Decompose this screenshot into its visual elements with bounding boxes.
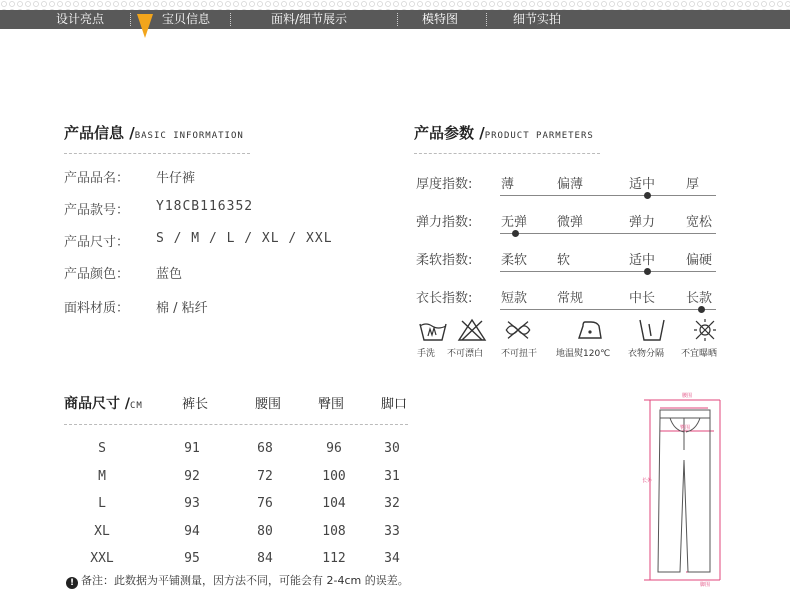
measurement-cell: 95 — [184, 551, 200, 566]
param-label: 柔软指数: — [416, 253, 473, 268]
size-cell: XL — [94, 523, 110, 539]
param-scale-track — [500, 309, 716, 310]
nav-item-model-photos[interactable]: 模特图 — [422, 12, 459, 26]
param-scale-track — [500, 195, 716, 196]
product-info-title: 产品信息 / — [64, 124, 135, 142]
nav-item-detail-photos[interactable]: 细节实拍 — [513, 12, 562, 26]
param-option: 柔软 — [501, 253, 528, 268]
size-table-unit: CM — [130, 401, 143, 411]
no-wring-icon — [503, 318, 533, 342]
care-label: 手洗 — [417, 349, 436, 359]
info-value-name: 牛仔裤 — [156, 171, 196, 186]
divider — [64, 424, 408, 425]
product-info-subtitle: BASIC INFORMATION — [134, 131, 244, 141]
info-value-style-number: Y18CB116352 — [156, 199, 254, 214]
column-header-waist: 腰围 — [255, 397, 282, 412]
measurement-cell: 84 — [257, 551, 273, 566]
param-option: 宽松 — [686, 215, 713, 230]
measurement-cell: 96 — [326, 441, 342, 456]
measurement-cell: 112 — [322, 551, 346, 566]
product-params-title: 产品参数 / — [414, 124, 485, 142]
note-text: 备注：此数据为平铺测量，因方法不同，可能会有 2-4cm 的误差。 — [81, 574, 409, 587]
top-navigation — [0, 10, 790, 29]
param-option: 长款 — [686, 291, 713, 306]
measurement-cell: 108 — [322, 523, 346, 539]
diagram-label-hem: 脚围 — [700, 582, 711, 588]
param-option: 软 — [557, 253, 571, 268]
measurement-cell: 91 — [184, 441, 200, 456]
param-option: 弹力 — [629, 215, 656, 230]
nav-divider — [486, 13, 487, 26]
info-label-material: 面料材质： — [64, 301, 130, 316]
param-option: 微弹 — [557, 215, 584, 230]
param-label: 厚度指数: — [416, 177, 473, 192]
product-info-heading — [64, 122, 244, 143]
measurement-cell: 104 — [322, 496, 346, 511]
pants-measurement-diagram — [640, 390, 730, 588]
param-option: 中长 — [629, 291, 656, 306]
measurement-cell: 92 — [184, 468, 200, 484]
measurement-note — [66, 572, 409, 589]
divider — [414, 153, 600, 154]
diagram-label-hip: 臀围 — [680, 425, 691, 431]
diagram-label-length: 长外 — [642, 478, 653, 484]
no-bleach-icon — [457, 318, 487, 342]
param-option: 适中 — [629, 253, 656, 268]
product-params-subtitle: PRODUCT PARMETERS — [484, 131, 594, 141]
measurement-cell: 93 — [184, 496, 200, 511]
measurement-cell: 68 — [257, 441, 273, 456]
care-label: 不宜曝晒 — [681, 349, 718, 359]
care-label: 衣物分隔 — [628, 349, 665, 359]
wash-separately-icon — [637, 318, 667, 342]
hand-wash-icon — [418, 318, 448, 342]
size-cell: XXL — [90, 551, 114, 566]
param-option: 厚 — [686, 177, 700, 192]
product-params-heading — [414, 122, 594, 143]
param-option: 适中 — [629, 177, 656, 192]
param-option: 短款 — [501, 291, 528, 306]
param-label: 衣长指数: — [416, 291, 473, 306]
param-option: 偏薄 — [557, 177, 584, 192]
nav-item-product-info[interactable]: 宝贝信息 — [162, 12, 211, 26]
size-cell: S — [98, 441, 106, 456]
param-option: 无弹 — [501, 215, 528, 230]
param-scale-marker — [644, 192, 651, 199]
column-header-length: 裤长 — [182, 397, 209, 412]
param-option: 偏硬 — [686, 253, 713, 268]
measurement-cell: 100 — [322, 468, 346, 484]
info-value-color: 蓝色 — [156, 267, 183, 282]
no-sun-dry-icon — [690, 318, 720, 342]
diagram-label-waist: 腰围 — [682, 393, 693, 399]
care-label: 地温熨120℃ — [556, 349, 611, 359]
decorative-border — [0, 0, 790, 10]
info-value-size: S / M / L / XL / XXL — [156, 231, 333, 246]
param-option: 常规 — [557, 291, 584, 306]
param-scale-marker — [698, 306, 705, 313]
measurement-cell: 30 — [384, 441, 400, 456]
size-cell: M — [98, 468, 106, 484]
nav-divider — [230, 13, 231, 26]
size-cell: L — [98, 496, 106, 511]
param-option: 薄 — [501, 177, 515, 192]
info-label-color: 产品颜色： — [64, 267, 130, 282]
info-label-name: 产品品名： — [64, 171, 130, 186]
info-value-material: 棉 / 粘纤 — [156, 301, 208, 316]
measurement-cell: 94 — [184, 523, 200, 539]
measurement-cell: 32 — [384, 496, 400, 511]
exclamation-icon: ! — [66, 577, 78, 589]
param-scale-track — [500, 233, 716, 234]
nav-divider — [397, 13, 398, 26]
measurement-cell: 72 — [257, 468, 273, 484]
measurement-cell: 31 — [384, 468, 400, 484]
info-label-size: 产品尺寸： — [64, 235, 130, 250]
nav-item-design-highlights[interactable]: 设计亮点 — [56, 12, 105, 26]
divider — [64, 153, 250, 154]
info-label-style-number: 产品款号： — [64, 203, 130, 218]
measurement-cell: 34 — [384, 551, 400, 566]
column-header-hip: 臀围 — [318, 397, 345, 412]
nav-divider — [130, 13, 131, 26]
care-label: 不可扭干 — [501, 349, 538, 359]
param-scale-marker — [512, 230, 519, 237]
measurement-cell: 33 — [384, 523, 400, 539]
measurement-cell: 80 — [257, 523, 273, 539]
nav-item-fabric-details[interactable]: 面料/细节展示 — [271, 12, 348, 26]
param-scale-track — [500, 271, 716, 272]
low-iron-icon — [575, 318, 605, 342]
param-scale-marker — [644, 268, 651, 275]
measurement-cell: 76 — [257, 496, 273, 511]
active-nav-marker — [137, 14, 153, 38]
param-label: 弹力指数: — [416, 215, 473, 230]
size-table-title: 商品尺寸 / — [64, 396, 130, 412]
care-label: 不可漂白 — [447, 349, 484, 359]
column-header-hem: 脚口 — [381, 397, 408, 412]
size-table-heading — [64, 393, 143, 413]
